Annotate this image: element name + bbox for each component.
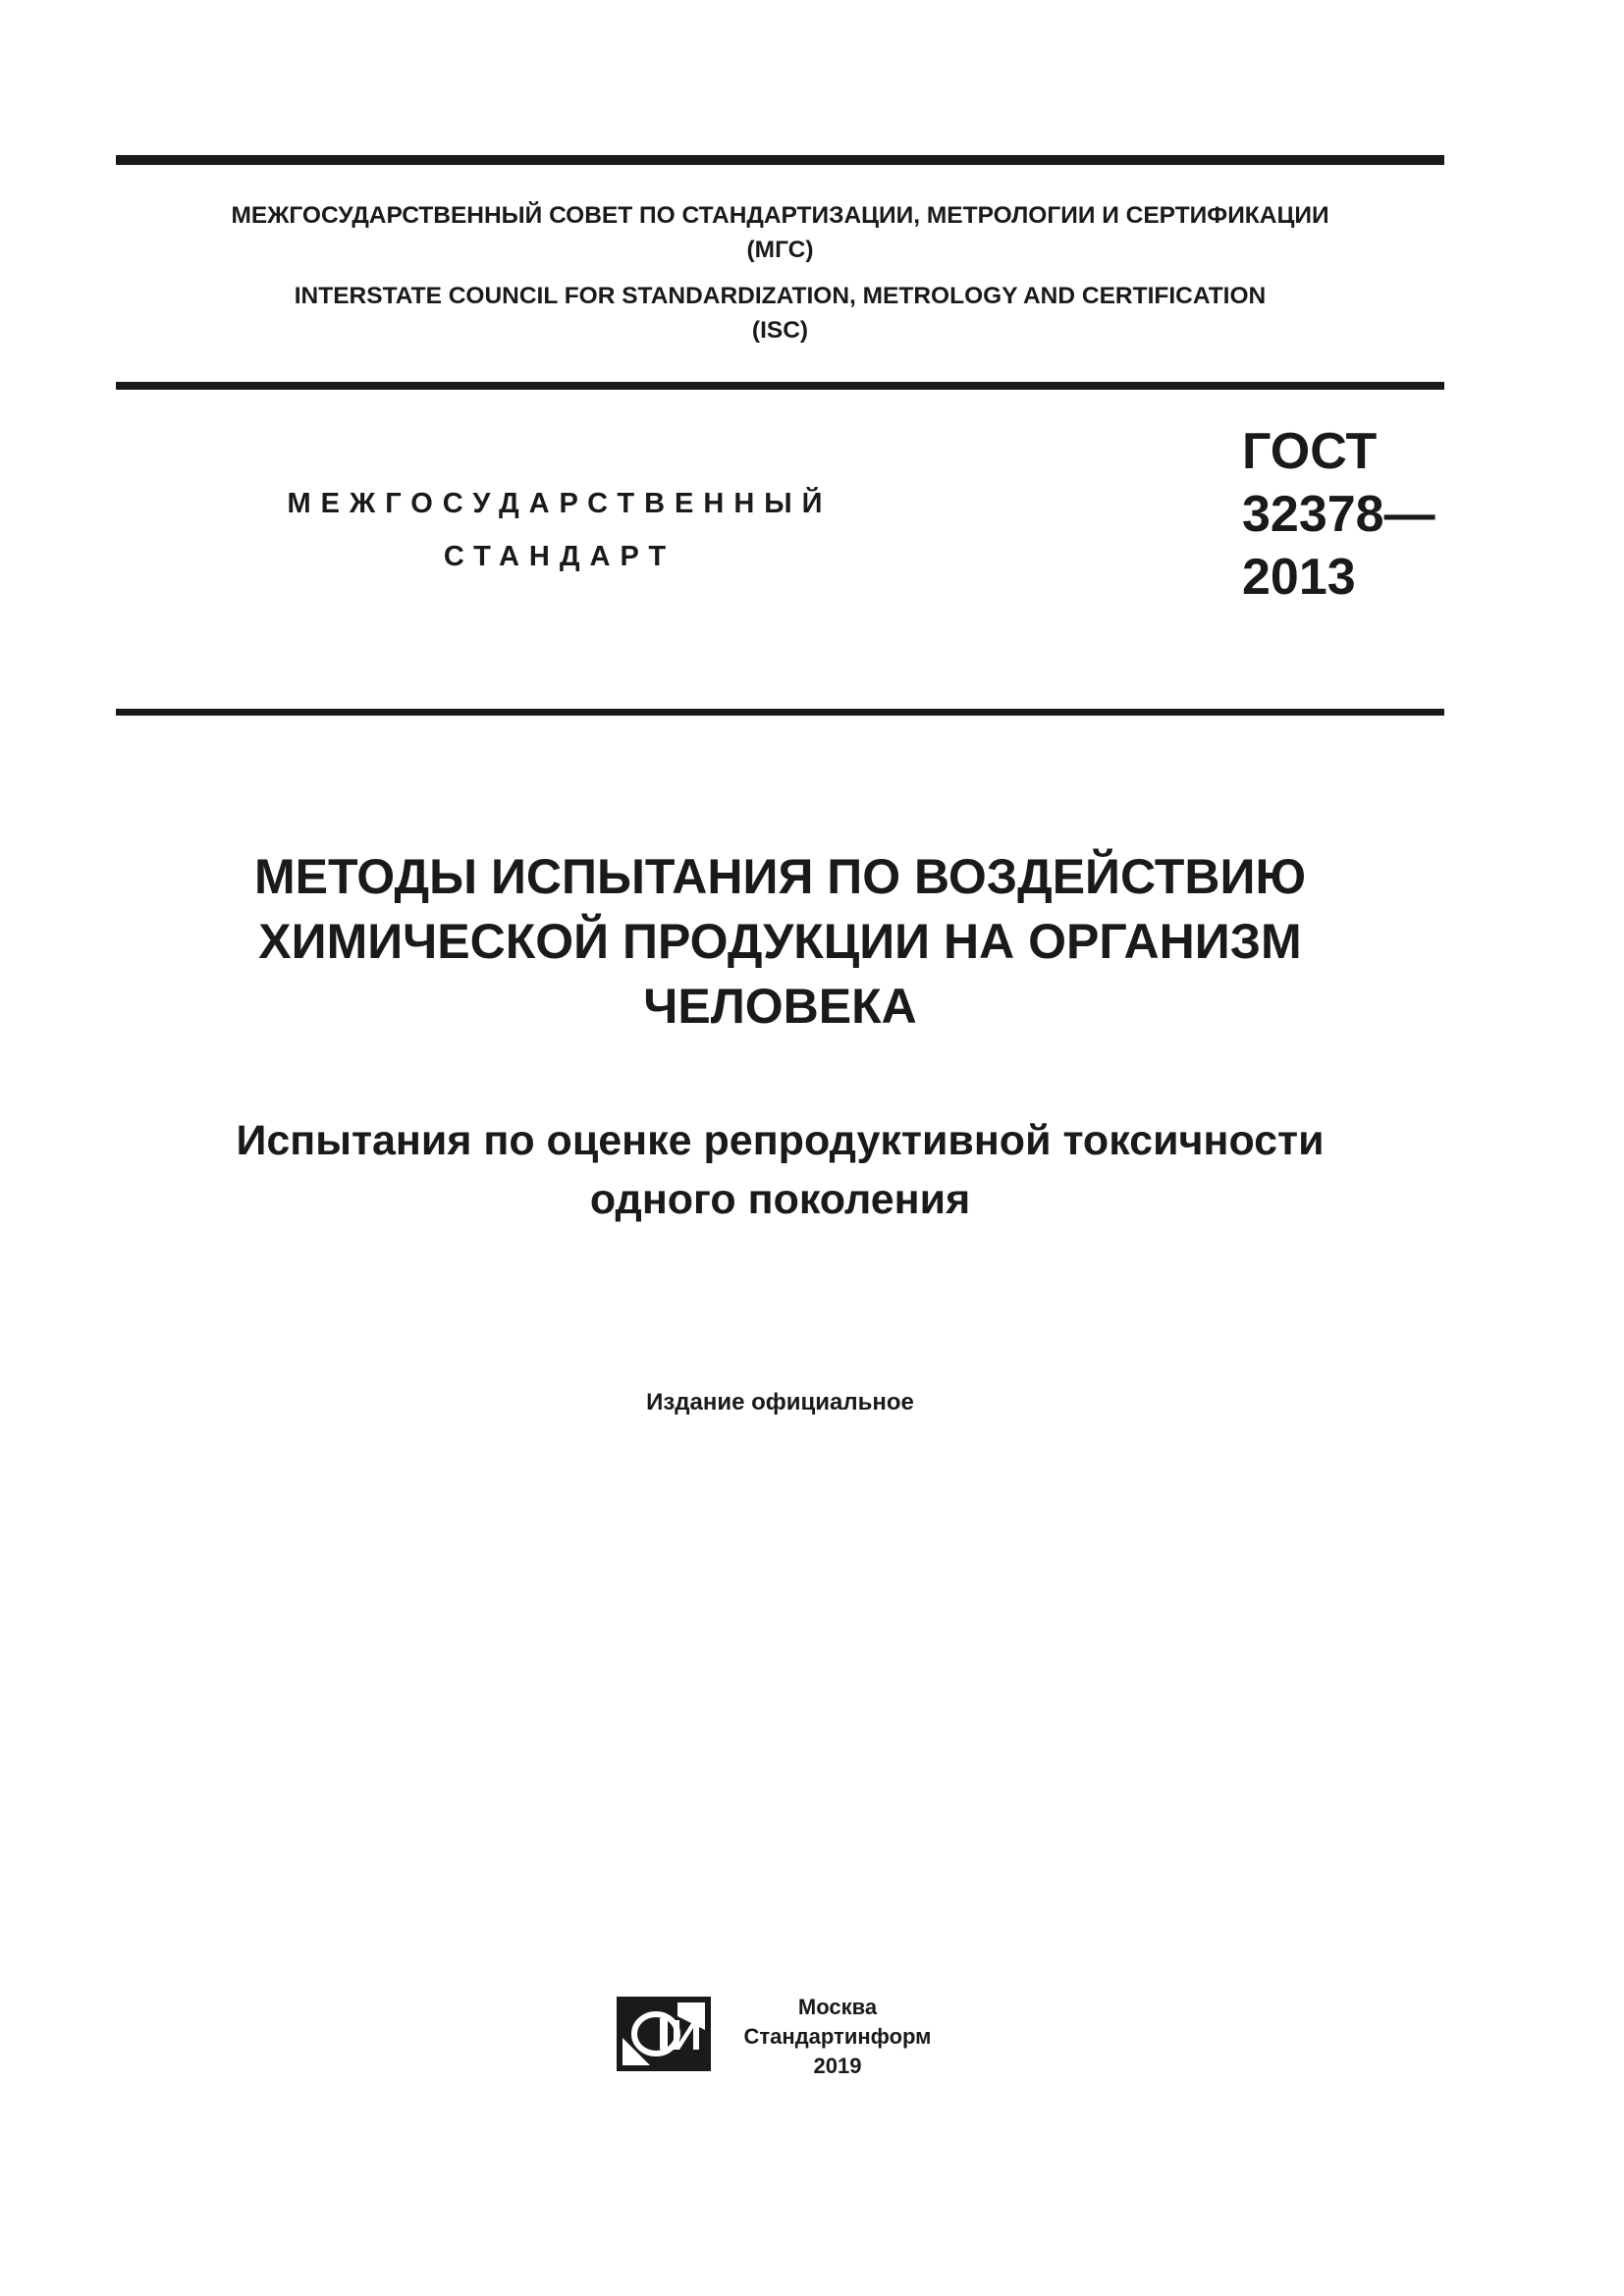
header-rule xyxy=(116,382,1444,390)
standard-type-line2: СТАНДАРТ xyxy=(443,541,677,572)
document-subtitle xyxy=(116,1111,1444,1229)
publisher-city: Москва xyxy=(797,1995,878,2019)
title-line: ХИМИЧЕСКОЙ ПРОДУКЦИИ НА ОРГАНИЗМ xyxy=(258,914,1302,969)
council-abbr-en: (ISC) xyxy=(751,317,809,344)
title-line: ЧЕЛОВЕКА xyxy=(643,979,917,1034)
publisher-block xyxy=(734,1993,941,2081)
standard-code-year: 2013 xyxy=(1242,549,1356,606)
edition-label: Издание официальное xyxy=(646,1389,914,1415)
title-line: МЕТОДЫ ИСПЫТАНИЯ ПО ВОЗДЕЙСТВИЮ xyxy=(253,849,1307,904)
subtitle-line: Испытания по оценке репродуктивной токсичности xyxy=(236,1117,1325,1164)
council-name-en xyxy=(116,279,1444,347)
top-rule xyxy=(116,155,1444,165)
council-name-en-line: INTERSTATE COUNCIL FOR STANDARDIZATION, METROLOGY AND CERTIFICATION xyxy=(294,283,1267,309)
standard-code-number: 32378— xyxy=(1242,486,1435,543)
standard-code xyxy=(1242,420,1435,609)
standard-type xyxy=(226,477,893,583)
publisher-year: 2019 xyxy=(813,2054,862,2078)
standard-code-prefix: ГОСТ xyxy=(1242,423,1378,480)
council-abbr-ru: (МГС) xyxy=(746,237,814,263)
subtitle-line: одного поколения xyxy=(589,1176,971,1223)
document-title xyxy=(116,844,1444,1039)
standard-type-line1: МЕЖГОСУДАРСТВЕННЫЙ xyxy=(287,488,833,519)
council-name-ru xyxy=(116,198,1444,267)
standartinform-logo-icon xyxy=(617,1997,711,2071)
publisher-name: Стандартинформ xyxy=(743,2024,932,2049)
section-rule xyxy=(116,709,1444,716)
council-name-ru-line: МЕЖГОСУДАРСТВЕННЫЙ СОВЕТ ПО СТАНДАРТИЗАЦИИ, МЕТРОЛОГИИ И СЕРТИФИКАЦИИ xyxy=(231,202,1329,229)
